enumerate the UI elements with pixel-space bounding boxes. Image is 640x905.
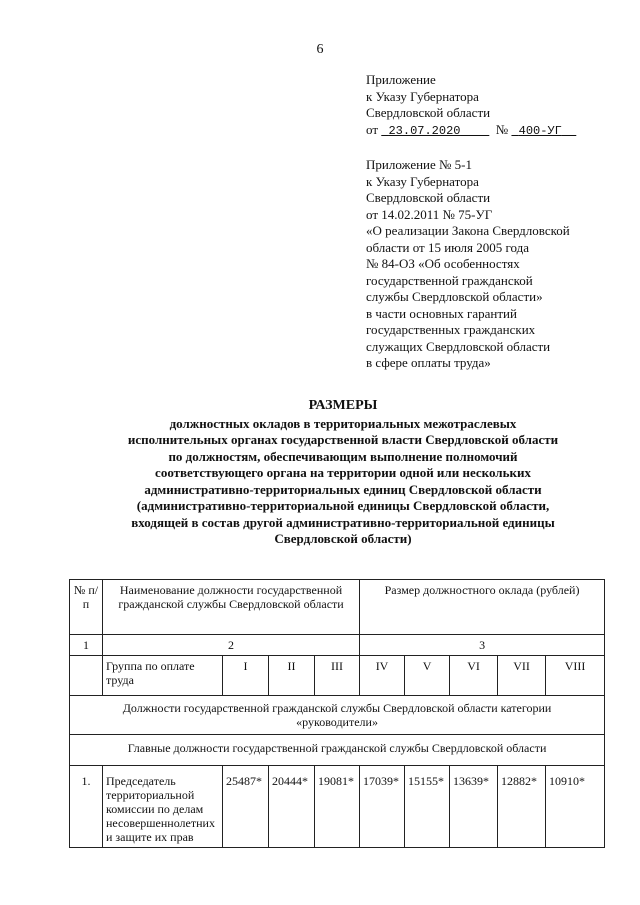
empty-cell xyxy=(70,656,103,696)
col-index: 2 xyxy=(103,635,360,656)
category-heading: Должности государственной гражданской службы Свердловской области категории «руководители» xyxy=(70,696,605,735)
title-line: административно-территориальных единиц Свердловской области xyxy=(144,481,542,497)
appendix-new-line: Приложение xyxy=(366,72,436,87)
subcategory-heading: Главные должности государственной гражданской службы Свердловской области xyxy=(70,735,605,766)
col-index: 3 xyxy=(360,635,605,656)
header-position: Наименование должности государственной гражданской службы Свердловской области xyxy=(103,580,360,635)
appendix-original-line: в сфере оплаты труда» xyxy=(366,355,491,370)
row-value: 25487* xyxy=(223,766,269,848)
header-num: № п/п xyxy=(70,580,103,635)
appendix-number: 400-УГ xyxy=(518,123,562,138)
title-line: по должностям, обеспечивающим выполнение полномочий xyxy=(168,448,518,464)
group-cell: I xyxy=(223,656,269,696)
appendix-date: 23.07.2020 xyxy=(388,123,461,138)
appendix-original-line: «О реализации Закона Свердловской xyxy=(366,223,570,238)
category-row xyxy=(70,696,605,735)
table-header-row xyxy=(70,580,605,635)
number-prefix: № xyxy=(495,121,509,137)
table-group-row xyxy=(70,656,605,696)
title-main: РАЗМЕРЫ xyxy=(308,398,378,413)
row-value: 10910* xyxy=(546,766,605,848)
date-prefix: от xyxy=(366,121,379,137)
title-line: должностных окладов в территориальных межотраслевых xyxy=(169,415,517,431)
salary-table xyxy=(69,579,605,848)
group-cell: III xyxy=(315,656,360,696)
title-line: (административно-территориальной единицы Свердловской области, xyxy=(136,498,550,513)
row-value: 19081* xyxy=(315,766,360,848)
row-value: 20444* xyxy=(269,766,315,848)
table-index-row xyxy=(70,635,605,656)
title-line: Свердловской области) xyxy=(274,531,412,546)
group-cell: VIII xyxy=(546,656,605,696)
appendix-original-line: от 14.02.2011 № 75-УГ xyxy=(366,206,493,222)
table-row xyxy=(70,766,605,848)
appendix-original-line: государственной гражданской xyxy=(366,272,533,288)
appendix-original-line: служащих Свердловской области xyxy=(366,338,551,354)
row-num: 1. xyxy=(70,766,103,848)
group-cell: IV xyxy=(360,656,405,696)
document-title xyxy=(60,398,626,548)
appendix-original-line: Приложение № 5-1 xyxy=(366,157,473,172)
appendix-new-line: Свердловской области xyxy=(366,105,491,120)
appendix-original-line: № 84-ОЗ «Об особенностях xyxy=(366,256,520,271)
appendix-original-line: области от 15 июля 2005 года xyxy=(366,239,530,255)
group-label: Группа по оплате труда xyxy=(103,656,223,696)
row-value: 17039* xyxy=(360,766,405,848)
appendix-new-line: к Указу Губернатора xyxy=(366,88,479,104)
appendix-original-line: Свердловской области xyxy=(366,190,491,205)
row-value: 15155* xyxy=(405,766,450,848)
row-value: 12882* xyxy=(498,766,546,848)
title-line: соответствующего органа на территории одной или нескольких xyxy=(155,465,531,480)
row-value: 13639* xyxy=(450,766,498,848)
group-cell: VII xyxy=(498,656,546,696)
row-position: Председатель территориальной комиссии по делам несовершеннолетних и защите их прав xyxy=(103,766,223,848)
title-lines xyxy=(60,416,626,548)
title-line: входящей в состав другой административно-территориальной единицы xyxy=(131,514,555,530)
subcategory-row xyxy=(70,735,605,766)
page-number: 6 xyxy=(316,42,324,57)
appendix-new xyxy=(366,72,576,139)
appendix-original-line: к Указу Губернатора xyxy=(366,173,479,189)
appendix-original xyxy=(366,157,570,372)
appendix-new-date-line xyxy=(366,122,576,140)
group-cell: VI xyxy=(450,656,498,696)
appendix-original-line: государственных гражданских xyxy=(366,322,536,337)
col-index: 1 xyxy=(70,635,103,656)
title-line: исполнительных органах государственной власти Свердловской области xyxy=(127,432,559,447)
group-cell: V xyxy=(405,656,450,696)
appendix-original-line: службы Свердловской области» xyxy=(366,289,543,304)
appendix-original-line: в части основных гарантий xyxy=(366,305,517,321)
group-cell: II xyxy=(269,656,315,696)
header-salary: Размер должностного оклада (рублей) xyxy=(360,580,605,635)
